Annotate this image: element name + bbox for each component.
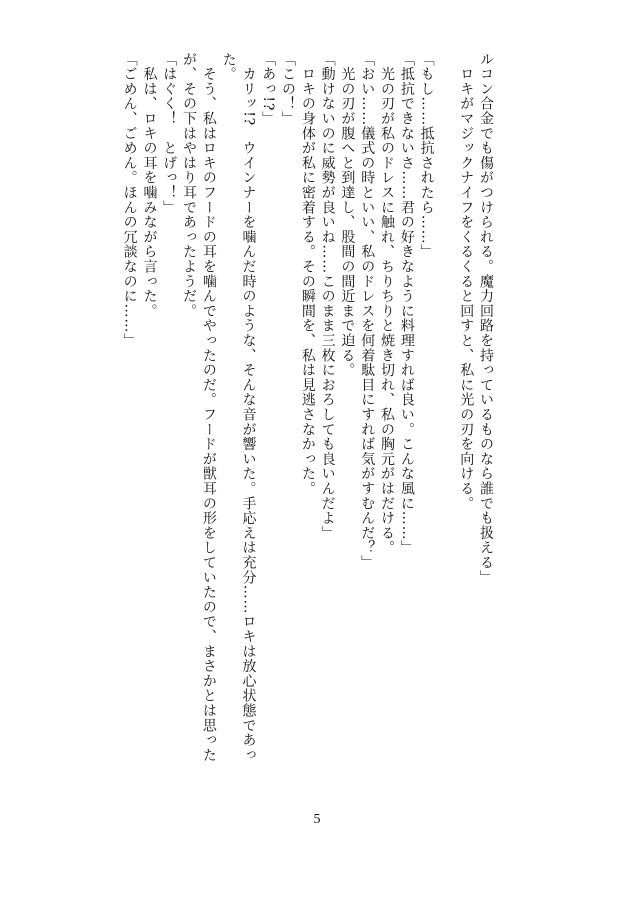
text-line: 「動けないのに威勢が良いね……このまま三枚におろしても良いんだよ」 [319,52,336,541]
text-line: ロキの身体が私に密着する。その瞬間を、私は見逃さなかった。 [299,52,316,496]
text-line: 「はぐく！ とげっ！」 [161,52,178,215]
page-number: 5 [313,812,321,827]
text-line: 光の刃が私のドレスに触れ、ちりちりと焼き切れ、私の胸元がはだける。 [379,52,396,556]
text-line: 私は、ロキの耳を噛みながら言った。 [141,52,158,319]
text-line: ロキがマジックナイフをくるくると回すと、私に光の刃を向ける。 [458,52,475,511]
text-line: 光の刃が腹へと到達し、股間の間近まで迫る。 [339,52,356,378]
text-line: た。 [220,52,237,82]
text-line: ルコン合金でも傷がつけられる。魔力回路を持っているものなら誰でも扱える」 [478,52,494,585]
text-line: 「この！」 [280,52,297,126]
text-line: 「ごめん、ごめん。ほんの冗談なのに……」 [121,52,138,348]
text-line: 「抵抗できないさ……君の好きなように料理すれば良い。こんな風に……」 [398,52,415,556]
text-line: 「もし……抵抗されたら……」 [418,52,435,260]
text-line: カリッ!? ウインナーを噛んだ時のような、そんな音が響いた。手応えは充分……ロキは放心状態であっ [240,52,257,763]
text-line: が、その下はやはり耳であったようだ。 [181,52,198,319]
text-line: 「あっ!?」 [260,52,277,126]
text-line: 「おい……儀式の時といい、私のドレスを何着駄目にすれば気がすむんだ？」 [359,52,376,570]
blank-line [436,52,456,792]
text-line: そう、私はロキのフードの耳を噛んでやったのだ。フードが獣耳の形をしていたので、まさかとは思った [200,52,217,763]
vertical-text-body [55,52,495,792]
